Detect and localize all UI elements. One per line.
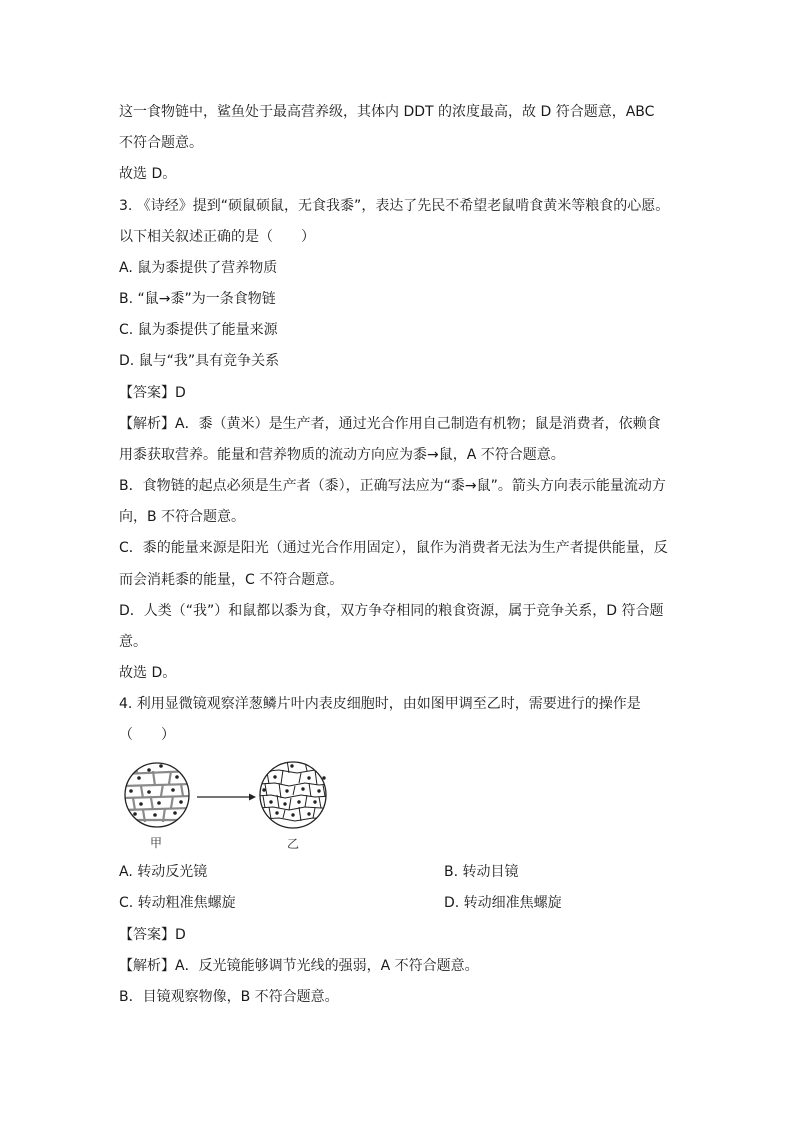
arrow-icon — [197, 794, 256, 801]
q3-option-c: C. 鼠为黍提供了能量来源 — [119, 322, 278, 338]
text-line: 这一食物链中，鲨鱼处于最高营养级，其体内 DDT 的浓度最高，故 D 符合题意，ABC — [119, 104, 655, 120]
q4-answer: 【答案】D — [119, 927, 186, 943]
text-line: 故选 D。 — [119, 166, 177, 182]
q3-analysis: 意。 — [119, 634, 147, 650]
q3-analysis: 而会消耗黍的能量，C 不符合题意。 — [119, 572, 344, 588]
q3-answer: 【答案】D — [119, 385, 186, 401]
q3-analysis: C．黍的能量来源是阳光（通过光合作用固定），鼠作为消费者无法为生产者提供能量，反 — [119, 540, 668, 556]
question-4-stem: 4. 利用显微镜观察洋葱鳞片叶内表皮细胞时，由如图甲调至乙时，需要进行的操作是 — [119, 696, 641, 712]
field-of-view-yi — [257, 760, 331, 828]
q4-option-a: A. 转动反光镜 — [119, 864, 208, 880]
q3-analysis: 向，B 不符合题意。 — [119, 509, 246, 525]
q3-option-d: D. 鼠与“我”具有竞争关系 — [119, 353, 280, 369]
q3-option-a: A. 鼠为黍提供了营养物质 — [119, 260, 278, 276]
field-of-view-jia — [123, 756, 191, 827]
microscope-figure — [119, 756, 359, 854]
q4-option-c: C. 转动粗准焦螺旋 — [119, 895, 236, 911]
q3-conclusion: 故选 D。 — [119, 665, 177, 681]
q3-analysis: D．人类（“我”）和鼠都以黍为食，双方争夺相同的粮食资源，属于竞争关系，D 符合题 — [119, 603, 664, 619]
question-3-stem: 3. 《诗经》提到“硕鼠硕鼠，无食我黍”，表达了先民不希望老鼠啃食黄米等粮食的心愿。 — [119, 198, 670, 214]
question-4-stem-cont: （ ） — [119, 727, 175, 743]
q4-option-b: B. 转动目镜 — [444, 864, 519, 880]
q3-option-b: B. “鼠→黍”为一条食物链 — [119, 291, 276, 307]
text-line: 不符合题意。 — [119, 135, 203, 151]
question-3-stem-cont: 以下相关叙述正确的是（ ） — [119, 229, 315, 245]
figure-label-jia: 甲 — [150, 836, 163, 850]
q4-analysis: 【解析】A．反光镜能够调节光线的强弱，A 不符合题意。 — [119, 958, 479, 974]
q3-analysis: 【解析】A．黍（黄米）是生产者，通过光合作用自己制造有机物；鼠是消费者，依赖食 — [119, 416, 661, 432]
q4-option-d: D. 转动细准焦螺旋 — [444, 895, 562, 911]
q3-analysis: 用黍获取营养。能量和营养物质的流动方向应为黍→鼠，A 不符合题意。 — [119, 447, 565, 463]
q4-analysis: B．目镜观察物像，B 不符合题意。 — [119, 989, 339, 1005]
q3-analysis: B．食物链的起点必须是生产者（黍），正确写法应为“黍→鼠”。箭头方向表示能量流动方 — [119, 478, 666, 494]
figure-label-yi: 乙 — [287, 837, 300, 851]
